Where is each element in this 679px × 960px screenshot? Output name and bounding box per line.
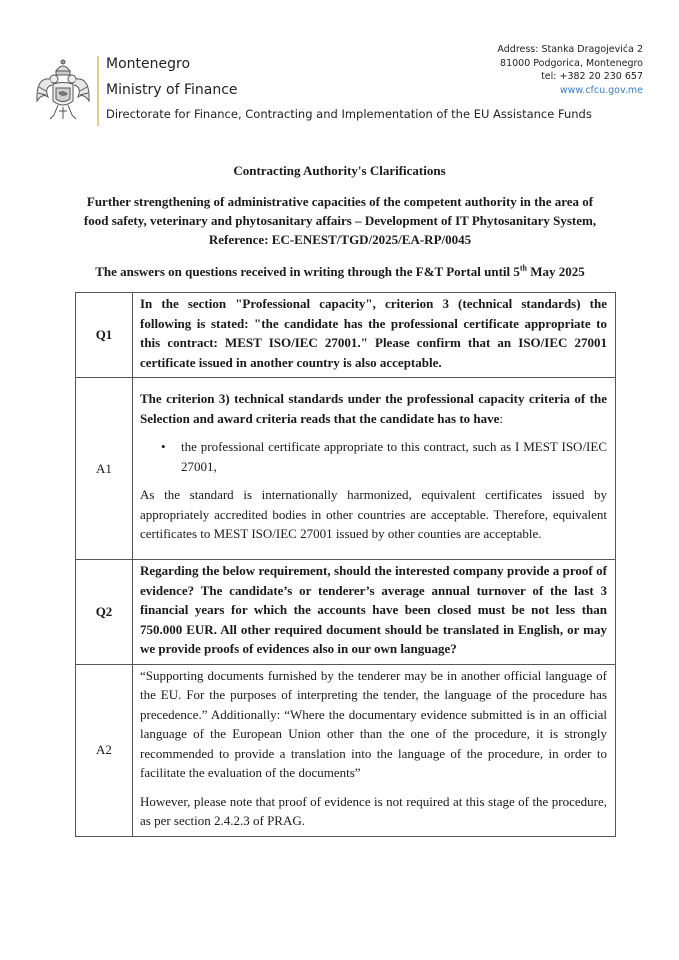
period-prefix: The answers on questions received in writing through the F&T Portal until 5	[95, 264, 520, 279]
period-ordinal: th	[519, 263, 528, 273]
question-1-text: In the section "Professional capacity", criterion 3 (technical standards) the following is stated: "the candidate has the professional certificate appropriate to this contract: MEST ISO/IEC 27001." Please confirm that an ISO/IEC 27001 certificate issued in another country is also acceptable.	[133, 293, 616, 378]
answer-1-cell	[133, 378, 616, 560]
row-label-q1: Q1	[76, 293, 133, 378]
answer-1-bullet-text: the professional certificate appropriate to this contract, such as I MEST ISO/IEC 27001,	[181, 439, 607, 474]
website-link[interactable]: www.cfcu.gov.me	[559, 84, 643, 96]
contact-block	[497, 43, 643, 97]
table-row-a2	[76, 664, 616, 836]
project-subtitle: Further strengthening of administrative capacities of the competent authority in the area of food safety, veterinary and phytosanitary affairs – Development of IT Phytosanitary System, Reference: EC-ENEST/TGD/2025/EA-RP/0045	[83, 194, 597, 247]
header-divider	[97, 56, 99, 126]
country-name: Montenegro	[106, 56, 191, 72]
question-2-text: Regarding the below requirement, should the interested company provide a proof of evidence? The candidate’s or tenderer’s average annual turnover of the last 3 financial years for which the accounts have been closed must be not less than 750.000 EUR. All other required document should be translated in English, or may we provide proofs of evidences also in our own language?	[133, 560, 616, 665]
answer-2-cell	[133, 664, 616, 836]
address-line: Address: Stanka Dragojevića 2	[497, 44, 643, 55]
answer-1-intro-bold: The criterion 3) technical standards under the professional capacity criteria of the Selection and award criteria reads that the candidate has to have	[140, 391, 607, 426]
city-line: 81000 Podgorica, Montenegro	[500, 57, 643, 69]
table-row-q2	[76, 560, 616, 665]
directorate-name: Directorate for Finance, Contracting and Implementation of the EU Assistance Funds	[106, 107, 592, 121]
qa-table	[75, 292, 616, 837]
period-heading	[60, 264, 620, 279]
answer-1-intro	[140, 389, 607, 428]
table-row-q1	[76, 293, 616, 378]
answer-1-intro-colon: :	[499, 410, 504, 426]
row-label-a1: A1	[76, 378, 133, 560]
montenegro-coat-of-arms-icon	[34, 57, 92, 123]
phone-line: tel: +382 20 230 657	[541, 71, 643, 82]
ministry-name: Ministry of Finance	[106, 82, 238, 98]
row-label-q2: Q2	[76, 560, 133, 665]
answer-2-quote: “Supporting documents furnished by the tenderer may be in another official language of the EU. For the purposes of interpreting the tender, the language of the procedure has precedence.” Additionally: “Where the documentary evidence submitted is in an official language of the European Union other than the one of the procedure, it is strongly recommended to provide a translation into the language of the procedure, in order to facilitate the evaluation of the documents”	[140, 667, 607, 780]
bullet-icon: •	[161, 439, 166, 455]
period-suffix: May 2025	[527, 264, 585, 279]
answer-1-body: As the standard is internationally harmonized, equivalent certificates issued by appropriately accredited bodies in other countries are acceptable. Therefore, equivalent certificates to MEST ISO/IEC 27001 issued by other counties are acceptable.	[140, 487, 607, 542]
list-item	[161, 437, 607, 476]
table-row-a1	[76, 378, 616, 560]
answer-1-bullet-list	[140, 437, 607, 476]
answer-2-note: However, please note that proof of evidence is not required at this stage of the procedure, as per section 2.4.2.3 of PRAG.	[140, 793, 607, 828]
row-label-a2: A2	[76, 664, 133, 836]
page-title: Contracting Authority's Clarifications	[233, 163, 446, 178]
